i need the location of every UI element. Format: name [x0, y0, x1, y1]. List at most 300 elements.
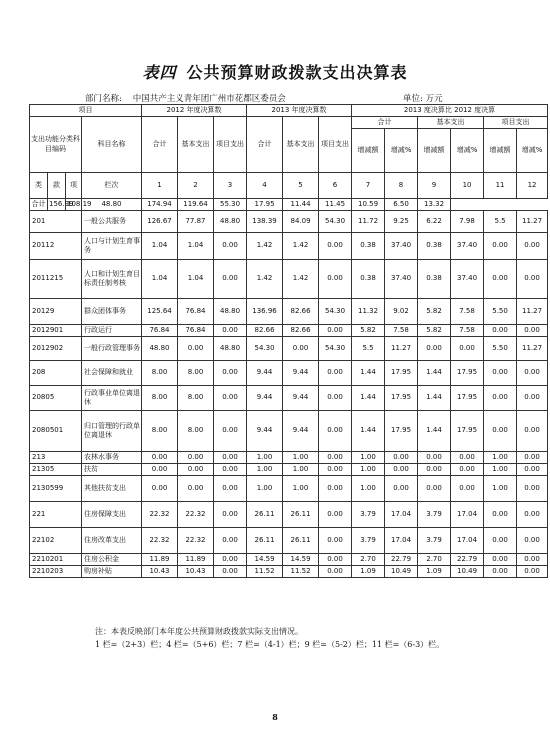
row-name: 扶贫: [82, 464, 142, 476]
row-code: 20112: [30, 233, 82, 260]
row-value: 14.59: [283, 554, 319, 566]
row-value: 1.00: [352, 476, 385, 502]
row-value: 1.42: [247, 233, 283, 260]
row-value: 54.30: [319, 211, 352, 233]
row-value: 8.00: [178, 386, 214, 411]
row-value: 0.00: [319, 528, 352, 554]
row-value: 0.00: [484, 502, 517, 528]
row-code: 22102: [30, 528, 82, 554]
row-value: 37.40: [451, 260, 484, 299]
row-value: 54.30: [319, 299, 352, 325]
row-value: 8.00: [142, 386, 178, 411]
row-value: 5.82: [418, 325, 451, 337]
row-value: 0.00: [517, 386, 548, 411]
header-2013: 2013 年度决算数: [247, 105, 352, 117]
header-code: 支出功能分类科目编码: [30, 117, 82, 173]
row-value: 0.00: [418, 464, 451, 476]
col-num: 3: [214, 173, 247, 199]
row-value: 0.00: [517, 325, 548, 337]
row-value: 7.58: [451, 325, 484, 337]
row-value: 1.44: [418, 361, 451, 386]
row-name: 群众团体事务: [82, 299, 142, 325]
table-title: 公共预算财政拨款支出决算表: [186, 63, 408, 82]
row-value: 0.00: [214, 325, 247, 337]
row-name: 人口与计划生育事务: [82, 233, 142, 260]
row-value: 0.00: [517, 476, 548, 502]
row-value: 37.40: [385, 233, 418, 260]
row-value: 0.00: [484, 411, 517, 452]
row-value: 0.00: [178, 452, 214, 464]
col-num: 2: [178, 173, 214, 199]
row-value: 1.00: [247, 464, 283, 476]
row-value: 0.00: [385, 452, 418, 464]
row-value: 9.25: [385, 211, 418, 233]
row-value: 76.84: [142, 325, 178, 337]
row-value: 48.80: [82, 199, 142, 211]
header-kuan: 款: [48, 173, 66, 199]
row-value: 0.00: [517, 233, 548, 260]
row-value: 5.50: [484, 299, 517, 325]
table-row: [30, 199, 548, 211]
page-title: [0, 60, 550, 83]
row-value: 10.59: [352, 199, 385, 211]
row-value: 11.89: [142, 554, 178, 566]
row-value: 0.00: [214, 386, 247, 411]
row-value: 0.00: [484, 566, 517, 578]
row-value: 0.00: [214, 361, 247, 386]
row-value: 0.00: [142, 464, 178, 476]
table-row: [30, 411, 548, 452]
row-value: 11.45: [319, 199, 352, 211]
row-value: 0.00: [319, 233, 352, 260]
row-value: 1.00: [247, 452, 283, 464]
header-xiang: 项: [66, 173, 82, 199]
row-value: 9.02: [385, 299, 418, 325]
table-notes: [95, 626, 535, 652]
row-value: 0.00: [214, 502, 247, 528]
header-2013-project: 项目支出: [319, 117, 352, 173]
row-value: 26.11: [283, 502, 319, 528]
row-value: 1.42: [283, 260, 319, 299]
row-value: 0.00: [178, 464, 214, 476]
row-value: 11.27: [517, 211, 548, 233]
header-col-index: 栏次: [82, 173, 142, 199]
row-value: 6.50: [385, 199, 418, 211]
row-value: 14.59: [247, 554, 283, 566]
row-value: 82.66: [247, 325, 283, 337]
row-value: 136.96: [247, 299, 283, 325]
row-value: 1.04: [178, 233, 214, 260]
row-value: 0.00: [484, 260, 517, 299]
row-value: 10.49: [451, 566, 484, 578]
row-value: 11.52: [283, 566, 319, 578]
col-num: 10: [451, 173, 484, 199]
row-value: 0.00: [214, 476, 247, 502]
row-value: 0.00: [319, 566, 352, 578]
row-value: 0.00: [214, 566, 247, 578]
header-inc-pct: 增减%: [385, 129, 418, 173]
row-value: 26.11: [247, 502, 283, 528]
row-value: 2.70: [352, 554, 385, 566]
col-num: 9: [418, 173, 451, 199]
table-row: [30, 299, 548, 325]
row-name: 其他扶贫支出: [82, 476, 142, 502]
row-value: 17.04: [385, 528, 418, 554]
row-value: 0.00: [418, 337, 451, 361]
row-value: 17.95: [451, 411, 484, 452]
row-value: 1.42: [283, 233, 319, 260]
row-value: 0.00: [517, 502, 548, 528]
row-value: 17.04: [385, 502, 418, 528]
col-num: 1: [142, 173, 178, 199]
row-value: 0.00: [484, 325, 517, 337]
row-name: 合计: [30, 199, 48, 211]
header-inc-amount: 增减额: [418, 129, 451, 173]
header-lei: 类: [30, 173, 48, 199]
header-compare-total: 合计: [352, 117, 418, 129]
row-value: 22.32: [178, 528, 214, 554]
header-2012-project: 项目支出: [214, 117, 247, 173]
row-value: 0.00: [178, 476, 214, 502]
row-code: 2012902: [30, 337, 82, 361]
col-num: 6: [319, 173, 352, 199]
row-name: 行政事业单位离退休: [82, 386, 142, 411]
row-value: 22.79: [385, 554, 418, 566]
row-value: 13.32: [418, 199, 451, 211]
row-value: 0.00: [517, 361, 548, 386]
row-value: 5.82: [418, 299, 451, 325]
row-value: 0.00: [418, 452, 451, 464]
row-value: 5.5: [352, 337, 385, 361]
row-value: 0.00: [484, 528, 517, 554]
row-name: 一般行政管理事务: [82, 337, 142, 361]
row-code: 221: [30, 502, 82, 528]
row-value: 0.00: [214, 452, 247, 464]
table-row: [30, 528, 548, 554]
row-name: 住房保障支出: [82, 502, 142, 528]
row-value: 11.27: [517, 299, 548, 325]
expenditure-table: [29, 104, 548, 578]
row-value: 0.00: [484, 233, 517, 260]
row-code: 20805: [30, 386, 82, 411]
row-value: 82.66: [283, 299, 319, 325]
table-row: [30, 260, 548, 299]
row-value: 54.30: [247, 337, 283, 361]
row-value: 5.50: [484, 337, 517, 361]
row-code: 2210203: [30, 566, 82, 578]
row-value: 82.66: [283, 325, 319, 337]
col-num: 8: [385, 173, 418, 199]
row-value: 1.00: [283, 476, 319, 502]
row-value: 125.64: [142, 299, 178, 325]
row-value: 0.38: [418, 233, 451, 260]
row-value: 3.79: [352, 528, 385, 554]
row-value: 11.89: [178, 554, 214, 566]
row-value: 0.00: [214, 554, 247, 566]
row-value: 1.00: [484, 464, 517, 476]
header-compare: 2013 度决算比 2012 度决算: [352, 105, 548, 117]
row-value: 0.00: [385, 476, 418, 502]
row-value: 17.95: [385, 361, 418, 386]
row-value: 0.00: [517, 566, 548, 578]
row-value: 1.04: [142, 233, 178, 260]
row-value: 54.30: [319, 337, 352, 361]
col-num: 11: [484, 173, 517, 199]
row-value: 17.04: [451, 502, 484, 528]
header-2012-total: 合计: [142, 117, 178, 173]
row-value: 0.00: [517, 452, 548, 464]
col-num: 4: [247, 173, 283, 199]
row-value: 17.95: [451, 386, 484, 411]
row-value: 37.40: [451, 233, 484, 260]
header-compare-project: 项目支出: [484, 117, 548, 129]
row-value: 9.44: [283, 361, 319, 386]
row-name: 人口和计划生育目标责任制考核: [82, 260, 142, 299]
row-value: 8.00: [142, 361, 178, 386]
row-code: 2080501: [30, 411, 82, 452]
row-value: 22.32: [142, 528, 178, 554]
row-value: 9.44: [283, 386, 319, 411]
row-name: 购房补贴: [82, 566, 142, 578]
col-num: 7: [352, 173, 385, 199]
row-value: 77.87: [178, 211, 214, 233]
row-value: 0.38: [352, 233, 385, 260]
row-value: 0.00: [214, 233, 247, 260]
row-value: 0.00: [319, 554, 352, 566]
row-value: 0.00: [484, 361, 517, 386]
row-value: 0.00: [319, 452, 352, 464]
row-value: 0.00: [451, 464, 484, 476]
row-value: 1.00: [283, 452, 319, 464]
row-value: 55.30: [214, 199, 247, 211]
header-2012-basic: 基本支出: [178, 117, 214, 173]
col-num: 12: [517, 173, 548, 199]
table-row: [30, 566, 548, 578]
row-value: 10.43: [142, 566, 178, 578]
row-value: 0.00: [385, 464, 418, 476]
row-value: 1.09: [352, 566, 385, 578]
row-value: 1.44: [352, 386, 385, 411]
row-value: 76.84: [178, 325, 214, 337]
row-value: 26.11: [247, 528, 283, 554]
row-value: 0.38: [418, 260, 451, 299]
row-value: 7.58: [451, 299, 484, 325]
row-value: 0.00: [517, 464, 548, 476]
dept-name: 中国共产主义青年团广州市花都区委员会: [132, 94, 286, 104]
table-number: 表四: [142, 63, 177, 82]
row-value: 11.52: [247, 566, 283, 578]
row-value: 9.44: [283, 411, 319, 452]
row-name: 农林水事务: [82, 452, 142, 464]
row-code: 2012901: [30, 325, 82, 337]
row-value: 1.00: [484, 452, 517, 464]
row-value: 126.67: [142, 211, 178, 233]
header-compare-basic: 基本支出: [418, 117, 484, 129]
row-value: 1.00: [247, 476, 283, 502]
header-inc-amount: 增减额: [484, 129, 517, 173]
row-value: 0.00: [214, 411, 247, 452]
row-value: 22.32: [142, 502, 178, 528]
row-value: 156.99: [48, 199, 66, 211]
row-value: 3.79: [418, 528, 451, 554]
row-value: 1.44: [352, 361, 385, 386]
header-inc-pct: 增减%: [451, 129, 484, 173]
table-row: [30, 211, 548, 233]
row-value: 48.80: [214, 211, 247, 233]
row-value: 0.00: [319, 260, 352, 299]
row-value: 108.19: [66, 199, 82, 211]
row-value: 17.95: [385, 411, 418, 452]
row-value: 0.38: [352, 260, 385, 299]
row-code: 201: [30, 211, 82, 233]
row-name: 住房公积金: [82, 554, 142, 566]
row-value: 8.00: [178, 411, 214, 452]
row-value: 2.70: [418, 554, 451, 566]
row-value: 17.95: [385, 386, 418, 411]
row-value: 0.00: [451, 476, 484, 502]
row-value: 5.5: [484, 211, 517, 233]
row-value: 1.42: [247, 260, 283, 299]
row-value: 1.00: [283, 464, 319, 476]
header-item: 项目: [30, 105, 142, 117]
table-row: [30, 361, 548, 386]
table-row: [30, 502, 548, 528]
row-value: 6.22: [418, 211, 451, 233]
row-value: 119.64: [178, 199, 214, 211]
row-name: 归口管理的行政单位离退休: [82, 411, 142, 452]
header-subject-name: 科目名称: [82, 117, 142, 173]
table-row: [30, 386, 548, 411]
row-value: 9.44: [247, 386, 283, 411]
row-value: 7.58: [385, 325, 418, 337]
row-value: 8.00: [142, 411, 178, 452]
row-value: 0.00: [418, 476, 451, 502]
row-value: 1.00: [352, 452, 385, 464]
row-value: 22.79: [451, 554, 484, 566]
row-value: 48.80: [142, 337, 178, 361]
header-inc-pct: 增减%: [517, 129, 548, 173]
row-value: 0.00: [319, 464, 352, 476]
table-row: [30, 452, 548, 464]
row-value: 1.04: [178, 260, 214, 299]
row-value: 0.00: [142, 452, 178, 464]
row-value: 0.00: [283, 337, 319, 361]
unit-label: 单位: 万元: [403, 94, 443, 104]
row-value: 0.00: [517, 411, 548, 452]
row-code: 213: [30, 452, 82, 464]
row-value: 11.44: [283, 199, 319, 211]
row-value: 1.04: [142, 260, 178, 299]
row-value: 48.80: [214, 299, 247, 325]
row-code: 21305: [30, 464, 82, 476]
row-value: 84.09: [283, 211, 319, 233]
row-value: 0.00: [319, 476, 352, 502]
row-value: 3.79: [352, 502, 385, 528]
table-row: [30, 337, 548, 361]
row-name: 一般公共服务: [82, 211, 142, 233]
row-value: 17.04: [451, 528, 484, 554]
row-value: 1.00: [484, 476, 517, 502]
table-body: [30, 199, 548, 578]
row-value: 0.00: [517, 260, 548, 299]
page-number: 8: [272, 712, 278, 722]
row-value: 0.00: [319, 361, 352, 386]
row-value: 22.32: [178, 502, 214, 528]
row-value: 11.27: [517, 337, 548, 361]
row-value: 8.00: [178, 361, 214, 386]
row-name: 社会保障和就业: [82, 361, 142, 386]
table-row: [30, 464, 548, 476]
row-value: 0.00: [178, 337, 214, 361]
row-value: 0.00: [214, 260, 247, 299]
row-code: 20129: [30, 299, 82, 325]
row-value: 11.27: [385, 337, 418, 361]
row-value: 7.98: [451, 211, 484, 233]
row-value: 1.09: [418, 566, 451, 578]
row-value: 17.95: [451, 361, 484, 386]
row-value: 1.44: [418, 386, 451, 411]
col-num: 5: [283, 173, 319, 199]
row-value: 138.39: [247, 211, 283, 233]
row-value: 0.00: [319, 502, 352, 528]
header-2013-total: 合计: [247, 117, 283, 173]
row-value: 11.32: [352, 299, 385, 325]
row-value: 11.72: [352, 211, 385, 233]
row-code: 2011215: [30, 260, 82, 299]
table-row: [30, 233, 548, 260]
row-value: 26.11: [283, 528, 319, 554]
row-value: 9.44: [247, 411, 283, 452]
row-value: 0.00: [319, 325, 352, 337]
header-2013-basic: 基本支出: [283, 117, 319, 173]
row-value: 174.94: [142, 199, 178, 211]
row-value: 0.00: [451, 452, 484, 464]
row-value: 0.00: [451, 337, 484, 361]
note-line-1: 注：本表反映部门本年度公共预算财政拨款实际支出情况。: [95, 627, 303, 636]
table-row: [30, 325, 548, 337]
row-value: 1.44: [352, 411, 385, 452]
row-code: 2130599: [30, 476, 82, 502]
row-value: 48.80: [214, 337, 247, 361]
row-value: 0.00: [142, 476, 178, 502]
row-value: 0.00: [319, 411, 352, 452]
dept-label: 部门名称:: [85, 94, 122, 104]
row-value: 37.40: [385, 260, 418, 299]
row-value: 1.44: [418, 411, 451, 452]
row-value: 3.79: [418, 502, 451, 528]
row-value: 0.00: [484, 554, 517, 566]
row-value: 0.00: [319, 386, 352, 411]
row-value: 0.00: [214, 464, 247, 476]
row-code: 208: [30, 361, 82, 386]
table-meta: [85, 92, 505, 104]
row-code: 2210201: [30, 554, 82, 566]
row-value: 0.00: [484, 386, 517, 411]
header-inc-amount: 增减额: [352, 129, 385, 173]
header-2012: 2012 年度决算数: [142, 105, 247, 117]
row-value: 0.00: [517, 554, 548, 566]
row-name: 住房改革支出: [82, 528, 142, 554]
row-value: 5.82: [352, 325, 385, 337]
row-value: 10.49: [385, 566, 418, 578]
note-line-2: 1 栏=（2+3）栏；4 栏=（5+6）栏；7 栏=（4-1）栏；9 栏=（5-2）栏；11 栏=（6-3）栏。: [95, 639, 445, 649]
table-row: [30, 554, 548, 566]
row-name: 行政运行: [82, 325, 142, 337]
row-value: 0.00: [517, 528, 548, 554]
row-value: 1.00: [352, 464, 385, 476]
row-value: 9.44: [247, 361, 283, 386]
row-value: 76.84: [178, 299, 214, 325]
